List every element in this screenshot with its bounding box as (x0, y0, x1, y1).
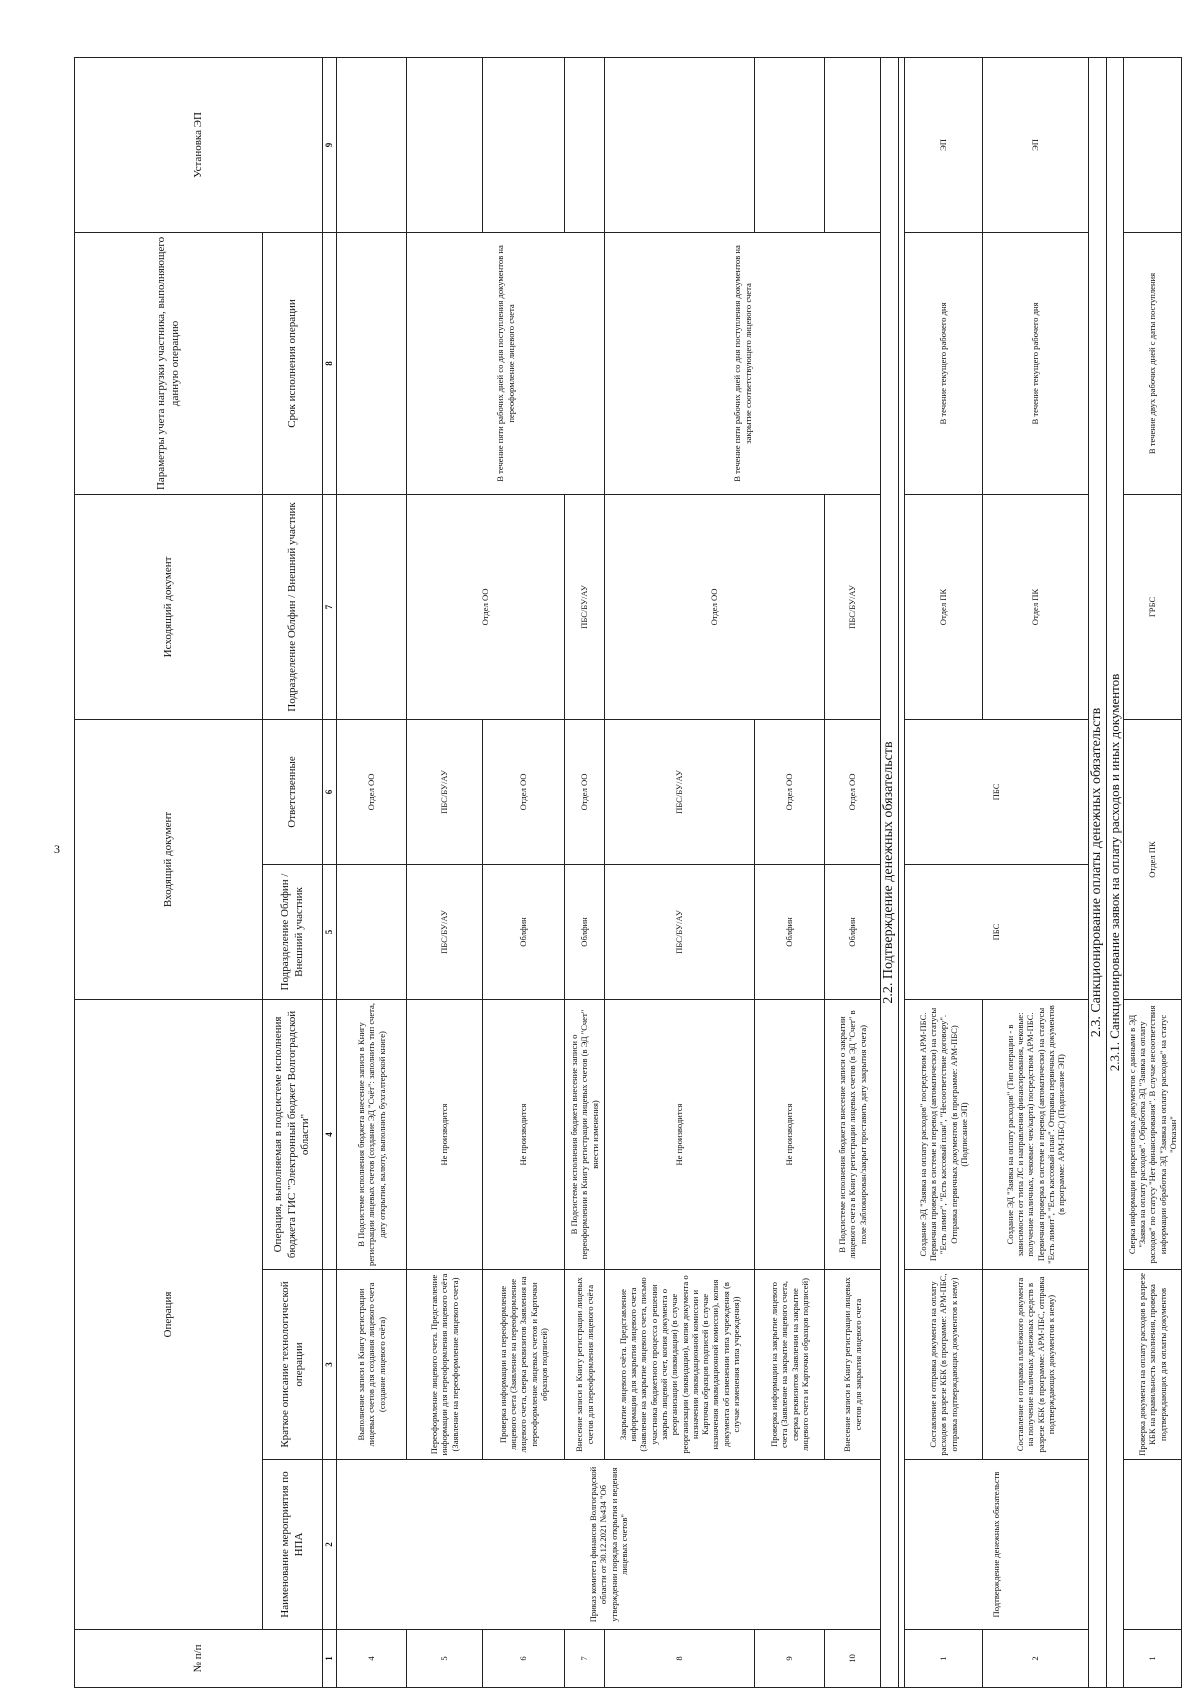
row-num: 4 (337, 1630, 407, 1688)
row-num: 1 (905, 1630, 983, 1688)
column-number: 8 (323, 232, 337, 494)
row-brief: Переоформление лицевого счета. Представление информации для переоформления лицевого счёта (Заявление на переоформление лицевого счета) (407, 1270, 483, 1460)
table-row-4 (337, 57, 407, 1687)
header-load-params: Параметры учета нагрузки участника, выполняющего данную операцию (75, 232, 263, 494)
row-out-dept: Отдел ОО (605, 494, 825, 719)
row-responsible: ПБС (905, 719, 1089, 864)
header-operation: Операция (75, 999, 263, 1629)
row-in-dept: ПБС/БУ/АУ (605, 864, 755, 999)
header-row-1 (75, 57, 263, 1687)
section-2-2-row-1 (905, 57, 983, 1687)
row-out-dept (337, 494, 407, 719)
row-num: 1 (1124, 1630, 1182, 1688)
section-title: 2.3. Санкционирование оплаты денежных обязательств (1089, 57, 1107, 1687)
row-deadline: В течение текущего рабочего дня (905, 232, 983, 494)
column-number: 4 (323, 999, 337, 1269)
row-out-dept: Отдел ПК (905, 494, 983, 719)
landscape-sheet (74, 58, 1182, 1688)
row-brief: Выполнение записи в Книгу регистрации лицевых счетов для создания лицевого счета (создание лицевого счёта) (337, 1270, 407, 1460)
section-2-3-title-row (1089, 57, 1107, 1687)
column-number: 5 (323, 864, 337, 999)
row-gis: Сверка информации прикрепленных документов с данными в ЭД "Заявка на оплату расходов". Обработка ЭД "Заявка на оплату расходов" по статусу "Нет финансирования". В случае несоответствия информации обработка ЭД "Заявка на оплату расходов" на статус "Отказан" (1124, 999, 1182, 1269)
row-signature (337, 57, 407, 232)
row-out-dept: ПБС/БУ/АУ (565, 494, 605, 719)
column-number: 7 (323, 494, 337, 719)
row-signature (825, 57, 881, 232)
section-2-3-1-title-row (1107, 57, 1124, 1687)
row-signature (605, 57, 755, 232)
row-in-dept: ПБС (905, 864, 1089, 999)
row-in-dept: Облфин (755, 864, 825, 999)
row-responsible: Отдел ОО (825, 719, 881, 864)
header-npa-name: Наименование мероприятия по НПА (263, 1460, 323, 1630)
header-incoming: Входящий документ (75, 719, 263, 999)
header-out-dept: Подразделение Облфин / Внешний участник (263, 494, 323, 719)
npa-name (1124, 1460, 1182, 1630)
row-responsible: Отдел ОО (337, 719, 407, 864)
row-deadline: В течение текущего рабочего дня (983, 232, 1089, 494)
row-responsible: Отдел ОО (483, 719, 565, 864)
row-in-dept: Облфин (825, 864, 881, 999)
operations-table (74, 57, 1182, 1688)
row-out-dept: Отдел ОО (407, 494, 565, 719)
row-signature: ЭП (983, 57, 1089, 232)
row-gis: Создание ЭД "Заявка на оплату расходов" (Тип операции - в зависимости от типа ЛС и направления финансирования, чековые: получение наличных, чековые: чек/карта) посредством АРМ-ПБС. Первичная проверка в системе и перевод (автоматически) на статусы "Есть лимит", "Есть кассовый план". Отправка первичных документов (в программе: АРМ-ПБС) (Подписание ЭП) (983, 999, 1089, 1269)
row-deadline (337, 232, 407, 494)
row-num: 9 (755, 1630, 825, 1688)
header-brief: Краткое описание технологической операции (263, 1270, 323, 1460)
row-num: 7 (565, 1630, 605, 1688)
row-gis: Создание ЭД "Заявка на оплату расходов" посредством АРМ-ПБС. Первичная проверка в системе и перевод (автоматически) на статусы "Есть лимит", "Есть кассовый план", "Несоответствие договору". Отправка первичных документов (в программе: АРМ-ПБС) (Подписание ЭП) (905, 999, 983, 1269)
row-in-dept (337, 864, 407, 999)
row-responsible: ПБС/БУ/АУ (605, 719, 755, 864)
row-in-dept: ПБС/БУ/АУ (407, 864, 483, 999)
header-gis-op: Операция, выполняемая в подсистеме исполнения бюджета ГИС "Электронный бюджет Волгоградской области" (263, 999, 323, 1269)
table-row-8 (605, 57, 755, 1687)
row-gis: Не производится (755, 999, 825, 1269)
row-in-dept: Облфин (565, 864, 605, 999)
row-gis: Не производится (605, 999, 755, 1269)
page-number: 3 (54, 842, 60, 856)
row-responsible: ПБС/БУ/АУ (407, 719, 483, 864)
row-signature (565, 57, 605, 232)
row-brief: Закрытие лицевого счёта. Представление информации для закрытия лицевого счета (Заявление на закрытие лицевого счета, письмо участника бюджетного процесса о решении закрыть лицевой счет, копия документа о реорганизации (ликвидации) (в случае реорганизации (ликвидации), копия документа о назначении ликвидационной комиссии и Карточка образцов подписей (в случае назначения ликвидационной комиссии), копия документа об изменении типа учреждения (в случае изменения типа учреждения)) (605, 1270, 755, 1460)
row-gis: Не производится (407, 999, 483, 1269)
section-2-3-1-row-1 (1124, 57, 1182, 1687)
row-out-dept: ПБС/БУ/АУ (825, 494, 881, 719)
row-brief: Внесение записи в Книгу регистрации лицевых счетов для переоформления лицевого счёта (565, 1270, 605, 1460)
column-number: 1 (323, 1630, 337, 1688)
header-outgoing: Исходящий документ (75, 494, 263, 719)
row-deadline: В течение пяти рабочих дней со дня поступления документов на закрытие соответствующего лицевого счета (605, 232, 881, 494)
header-signature: Установка ЭП (75, 57, 323, 232)
column-number: 6 (323, 719, 337, 864)
column-number: 2 (323, 1460, 337, 1630)
subsection-title: 2.3.1. Санкционирование заявок на оплату расходов и иных документов (1107, 57, 1124, 1687)
header-responsible: Ответственные (263, 719, 323, 864)
row-out-dept: Отдел ПК (983, 494, 1089, 719)
section-2-2-title-row (881, 57, 899, 1687)
column-numbers-row (323, 57, 337, 1687)
row-num: 5 (407, 1630, 483, 1688)
row-signature (755, 57, 825, 232)
row-brief: Составление и отправка документа на оплату расходов в разрезе КБК (в программе: АРМ-ПБС, отправка подтверждающих документов к нему) (905, 1270, 983, 1460)
header-row-2 (263, 57, 323, 1687)
section-title: 2.2. Подтверждение денежных обязательств (881, 57, 899, 1687)
column-number: 3 (323, 1270, 337, 1460)
row-brief: Проверка информации на закрытие лицевого счета (Заявление на закрытие лицевого счета, сверка реквизитов Заявления на закрытие лицевого счета и Карточки образцов подписей) (755, 1270, 825, 1460)
row-deadline: В течение двух рабочих дней с даты поступления (1124, 232, 1182, 494)
row-brief: Составление и отправка платёжного документа на получение наличных денежных средств в разрезе КБК (в программе: АРМ-ПБС, отправка подтверждающих документов к нему) (983, 1270, 1089, 1460)
column-number: 9 (323, 57, 337, 232)
row-gis: В Подсистеме исполнения бюджета внесение записи о переоформлении в Книгу регистрации лицевых счетов (в ЭД "Счет" внести изменения) (565, 999, 605, 1269)
row-num: 10 (825, 1630, 881, 1688)
row-out-dept: ГРБС (1124, 494, 1182, 719)
row-in-dept: Облфин (483, 864, 565, 999)
row-signature (1124, 57, 1182, 232)
row-gis: В Подсистеме исполнения бюджета внесение записи в Книгу регистрации лицевых счетов (создание ЭД "Счёт": заполнить тип счета, дату открытия, валюту, выполнить бухгалтерской книге) (337, 999, 407, 1269)
row-responsible: Отдел ОО (565, 719, 605, 864)
table-row-5 (407, 57, 483, 1687)
npa-name: Подтверждение денежных обязательств (905, 1460, 1089, 1630)
row-gis: В Подсистеме исполнения бюджета внесение записи о закрытии лицевого счета в Книгу регистрации лицевых счетов (в ЭД "Счет" в поле Заблокирован/закрыт проставить дату закрытия счета) (825, 999, 881, 1269)
row-brief: Проверка информации на переоформление лицевого счета (Заявление на переоформление лицевого счета, сверка реквизитов Заявления на переоформление лицевых счетов и Карточки образцов подписей) (483, 1270, 565, 1460)
npa-name: Приказ комитета финансов Волгоградской области от 30.12.2021 №434 "Об утверждении порядка открытия и ведения лицевых счетов" (337, 1460, 881, 1630)
row-brief: Проверка документа на оплату расходов в разрезе КБК на правильность заполнения, проверка подтверждающих для оплаты документов (1124, 1270, 1182, 1460)
row-signature: ЭП (905, 57, 983, 232)
row-deadline: В течение пяти рабочих дней со дня поступления документов на переоформление лицевого счета (407, 232, 605, 494)
header-deadline: Срок исполнения операции (263, 232, 323, 494)
row-responsible: Отдел ПК (1124, 719, 1182, 999)
row-num: 2 (983, 1630, 1089, 1688)
row-brief: Внесение записи в Книгу регистрации лицевых счетов для закрытия лицевого счета (825, 1270, 881, 1460)
row-signature (483, 57, 565, 232)
row-responsible: Отдел ОО (755, 719, 825, 864)
header-in-dept: Подразделение Облфин / Внешний участник (263, 864, 323, 999)
row-gis: Не производится (483, 999, 565, 1269)
row-num: 6 (483, 1630, 565, 1688)
row-num: 8 (605, 1630, 755, 1688)
header-num: № п/п (75, 1630, 323, 1688)
row-signature (407, 57, 483, 232)
